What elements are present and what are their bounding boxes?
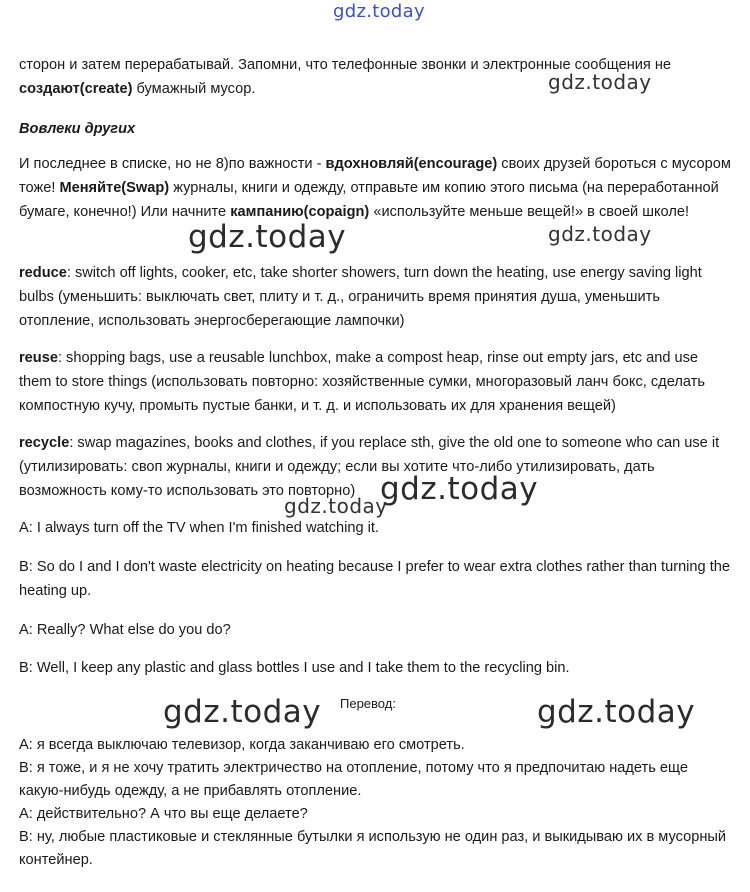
recycle-term: recycle — [19, 435, 70, 451]
watermark: gdz.today — [548, 222, 652, 246]
bold-term-encourage: вдохновляй(encourage) — [325, 156, 498, 172]
translation-label: Перевод: — [340, 696, 396, 711]
dialogue-line-a1: A: I always turn off the TV when I'm finished watching it. — [19, 520, 379, 536]
involve-paragraph — [19, 152, 734, 224]
involve-text: журналы, книги и одежду, отправьте им копию этого письма (на переработанной бумаге, конечно!) Или начните — [19, 180, 719, 220]
watermark: gdz.today — [188, 219, 347, 255]
dialogue-line-b2: B: Well, I keep any plastic and glass bottles I use and I take them to the recycling bin. — [19, 660, 570, 676]
bold-term-campaign: кампанию(copaign) — [230, 204, 370, 220]
dialogue-line-a2: A: Really? What else do you do? — [19, 622, 231, 638]
watermark: gdz.today — [163, 694, 322, 730]
reuse-term: reuse — [19, 350, 58, 366]
reuse-text: : shopping bags, use a reusable lunchbox, make a compost heap, rinse out empty jars, etc and use them to store things (использовать повторно: хозяйственные сумки, многоразовый ланч бокс, сделать компостную кучу, промыть пустые банки, и т. д. и использовать их для хранения вещей) — [19, 350, 705, 414]
watermark: gdz.today — [537, 694, 696, 730]
reduce-paragraph — [19, 261, 734, 333]
involve-text: «используйте меньше вещей!» в своей школе! — [369, 204, 690, 220]
watermark: gdz.today — [284, 494, 388, 518]
translation-line-a2: А: действительно? А что вы еще делаете? — [19, 806, 308, 822]
reduce-text: : switch off lights, cooker, etc, take shorter showers, turn down the heating, use energy saving light bulbs (уменьшить: выключать свет, плиту и т. д., ограничить время принятия душа, уменьшить отопление, использовать энергосберегающие лампочки) — [19, 265, 702, 329]
intro-bold-term: создают(create) — [19, 81, 133, 97]
reuse-paragraph — [19, 346, 734, 418]
translation-line-b1: В: я тоже, и я не хочу тратить электричество на отопление, потому что я предпочитаю надеть еще какую-нибудь одежду, а не прибавлять отопление. — [19, 760, 688, 799]
translation-line-b2: В: ну, любые пластиковые и стеклянные бутылки я использую не один раз, и выкидываю их в мусорный контейнер. — [19, 829, 727, 868]
dialogue-line-b1: B: So do I and I don't waste electricity on heating because I prefer to wear extra clothes rather than turning the heating up. — [19, 559, 730, 599]
translation-line-a1: А: я всегда выключаю телевизор, когда заканчиваю его смотреть. — [19, 737, 465, 753]
intro-rest: бумажный мусор. — [132, 81, 256, 97]
involve-text: И последнее в списке, но не 8)по важности - — [19, 156, 326, 172]
bold-term-swap: Меняйте(Swap) — [59, 180, 170, 196]
watermark: gdz.today — [380, 471, 539, 507]
section-heading-text: Вовлеки других — [19, 121, 136, 137]
intro-paragraph — [19, 53, 734, 101]
watermark: gdz.today — [548, 70, 652, 94]
recycle-text: : swap magazines, books and clothes, if you replace sth, give the old one to someone who can use it (утилизировать: своп журналы, книги и одежду; если вы хотите что-либо утилизировать, дать возможность кому-то использовать это повторно) — [19, 435, 720, 499]
reduce-term: reduce — [19, 265, 67, 281]
translation-block — [19, 734, 734, 872]
involve-text: своих друзей бороться с мусором тоже! — [19, 156, 731, 196]
intro-line: сторон и затем перерабатывай. Запомни, что телефонные звонки и электронные сообщения не — [19, 57, 672, 73]
section-heading — [19, 117, 734, 141]
watermark-top: gdz.today — [333, 1, 425, 22]
